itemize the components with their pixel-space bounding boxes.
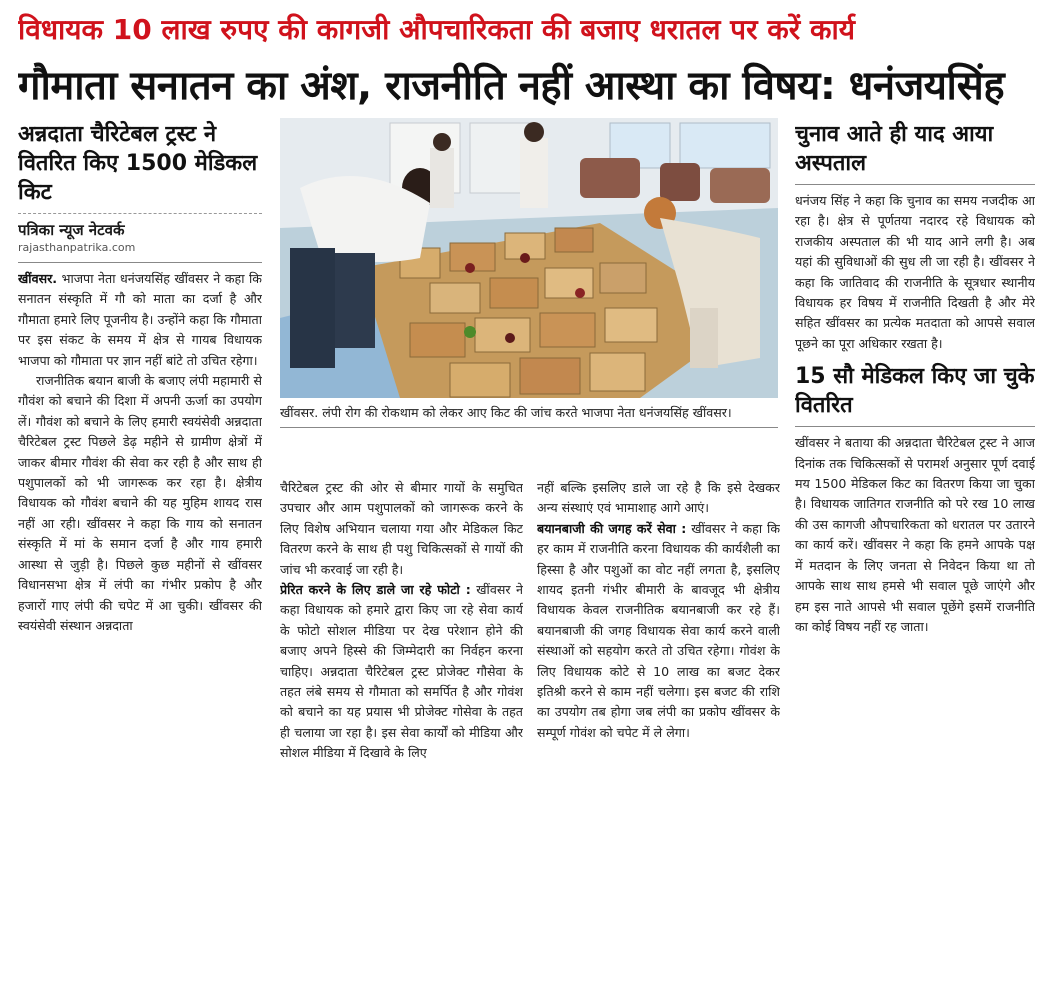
middle-body bbox=[280, 478, 523, 764]
right-body-2 bbox=[795, 433, 1035, 637]
right-middle-heading: बयानबाजी की जगह करें सेवा : bbox=[537, 520, 687, 536]
right-middle-para-2: खींवसर ने कहा कि हर काम में राजनीति करना विधायक की कार्यशैली का हिस्सा है और पशुओं का वोट नहीं लगता है, इसलिए शायद इतनी गंभीर बीमारी के बावजूद भी क्षेत्रीय विधायक केवल राजनीतिक बयानबाजी कर रहे हैं। बयानबाजी की जगह विधायक सेवा कार्य करने वाली संस्थाओं को सहयोग करते तो उचित रहेगा। गोवंश के लिए विधायक कोटे से 10 लाख का बजट देकर इतिश्री करने से काम नहीं चलेगा। इस बजट की राशि का उपयोग तब होगा जब लंपी का प्रकोप खींवसर के सम्पूर्ण गोवंश को चपेट में ले लेगा। bbox=[537, 520, 780, 740]
middle-para-2: खींवसर ने कहा विधायक को हमारे द्वारा किए जा रहे सेवा कार्य के फोटो सोशल मीडिया पर देख परेशान होने की बजाए अपने हिस्से की जिम्मेदारी का निर्वहन करना चाहिए। अन्नदाता चैरिटेबल ट्रस्ट प्रोजेक्ट गौसेवा के तहत लंबे समय से गौमाता को समर्पित है और गोवंश को बचाने का यह प्रयास भी प्रोजेक्ट गोसेवा के तहत ही चलाया जा रहा है। इस सेवा कार्यों को मीडिया और सोशल मीडिया में दिखावे के लिए bbox=[280, 582, 523, 761]
right-middle-para-1: नहीं बल्कि इसलिए डाले जा रहे है कि इसे देखकर अन्य संस्थाएं एवं भामाशाह आगे आएं। bbox=[537, 480, 780, 516]
middle-column bbox=[280, 478, 523, 990]
left-column bbox=[18, 120, 262, 990]
divider bbox=[795, 426, 1035, 427]
main-headline: गौमाता सनातन का अंश, राजनीति नहीं आस्था का विषय: धनंजयसिंह bbox=[18, 63, 1005, 109]
right-para-1: धनंजय सिंह ने कहा कि चुनाव का समय नजदीक आ रहा है। क्षेत्र से पूर्णतया नदारद रहे विधायक को राजकीय अस्पताल की भी याद आने लगी है। अब यहां की सुविधाओं की सुध ली जा रही है। खींवसर ने कहा कि जातिवाद की राजनीति के सूत्रधार स्थानीय विधायक हर विषय में राजनीति दिखती है और मेरे सहित खींवसर का प्रत्येक मतदाता को आपसे सवाल पूछने का पूरा अधिकार रखता है। bbox=[795, 193, 1035, 351]
left-para-2: राजनीतिक बयान बाजी के बजाए लंपी महामारी से गौवंश को बचाने की दिशा में अपनी ऊर्जा का उपयोग लें। गौवंश को बचाने के लिए हमारी स्वयंसेवी अन्नदाता चैरिटेबल ट्रस्ट पिछले डेढ़ महीने से ग्रामीण क्षेत्रों में जाकर बीमार गौवंश की सेवा कर रही है और साथ ही पशुपालकों को भी जागरूक कर रहा है। क्षेत्रीय विधायक को गौवंश बचाने की यह मुहिम शायद रास नहीं आ रही। खींवसर ने कहा कि गाय को सनातन संस्कृति में मां के समान दर्जा है और गाय हमारी आस्था से जुड़ी है। पिछले कुछ महीनों से खींवसर विधानसभा क्षेत्र में लंपी का गंभीर प्रकोप है और हजारों गाए लंपी की चपेट में आ चुकी। खींवसर की स्वयंसेवी संस्थान अन्नदाता bbox=[18, 373, 262, 633]
right-column bbox=[795, 120, 1035, 990]
site-url: rajasthanpatrika.com bbox=[18, 241, 136, 254]
kicker-headline: विधायक 10 लाख रुपए की कागजी औपचारिकता की बजाए धरातल पर करें कार्य bbox=[18, 13, 855, 46]
right-subhead-2: 15 सौ मेडिकल किए जा चुके वितरित bbox=[795, 364, 1035, 419]
dateline: खींवसर. bbox=[18, 271, 58, 286]
news-photo bbox=[280, 118, 778, 398]
divider bbox=[18, 262, 262, 263]
photo-caption: खींवसर. लंपी रोग की रोकथाम को लेकर आए किट की जांच करते भाजपा नेता धनंजयसिंह खींवसर। bbox=[280, 402, 778, 428]
right-para-2: खींवसर ने बताया की अन्नदाता चैरिटेबल ट्रस्ट ने आज दिनांक तक चिकित्सकों से परामर्श अनुसार पूर्ण दवाई मय 1500 मेडिकल किट का वितरण किया जा चुका है। विधायक जातिगत राजनीति को परे रख 10 लाख की उस कागजी औपचारिकता को धरातल पर उतारने का कार्य करें। खींवसर ने कहा कि हमने आपके पक्ष में मतदान के लिए जनता से निवेदन किया था तो आपके साथ साथ हमसे भी सवाल पूछे जाएंगे और हम इस नाते आपसे भी सवाल पूछेंगे इसमें राजनीति का कोई विषय नहीं रह जाता। bbox=[795, 435, 1035, 634]
divider bbox=[18, 213, 262, 214]
left-para-1: भाजपा नेता धनंजयसिंह खींवसर ने कहा कि सनातन संस्कृति में गौ को माता का दर्जा है और गौमाता हमारे लिए पूजनीय है। उन्होंने कहा कि गौमाता पर इस संकट के समय में क्षेत्र से गायब विधायक भाजपा को गौमाता पर ज्ञान नहीं बांटे तो उचित रहेगा। bbox=[18, 271, 262, 368]
middle-para-1: चैरिटेबल ट्रस्ट की ओर से बीमार गायों के समुचित उपचार और आम पशुपालकों को जागरूक करने के लिए विशेष अभियान चलाया गया और मेडिकल किट वितरण करने के साथ ही पशु चिकित्सकों से गायों की जांच भी करवाई जा रही है। bbox=[280, 480, 523, 577]
left-body bbox=[18, 269, 262, 636]
photo-illustration bbox=[280, 118, 778, 398]
left-subhead: अन्नदाता चैरिटेबल ट्रस्ट ने वितरित किए 1500 मेडिकल किट bbox=[18, 122, 258, 205]
right-middle-column bbox=[537, 478, 780, 990]
right-subhead-1: चुनाव आते ही याद आया अस्पताल bbox=[795, 122, 994, 176]
byline: पत्रिका न्यूज नेटवर्क bbox=[18, 221, 125, 239]
photo-block bbox=[280, 118, 778, 458]
divider bbox=[795, 184, 1035, 185]
middle-heading: प्रेरित करने के लिए डाले जा रहे फोटो : bbox=[280, 582, 471, 598]
right-middle-body bbox=[537, 478, 780, 743]
right-body-1 bbox=[795, 191, 1035, 354]
